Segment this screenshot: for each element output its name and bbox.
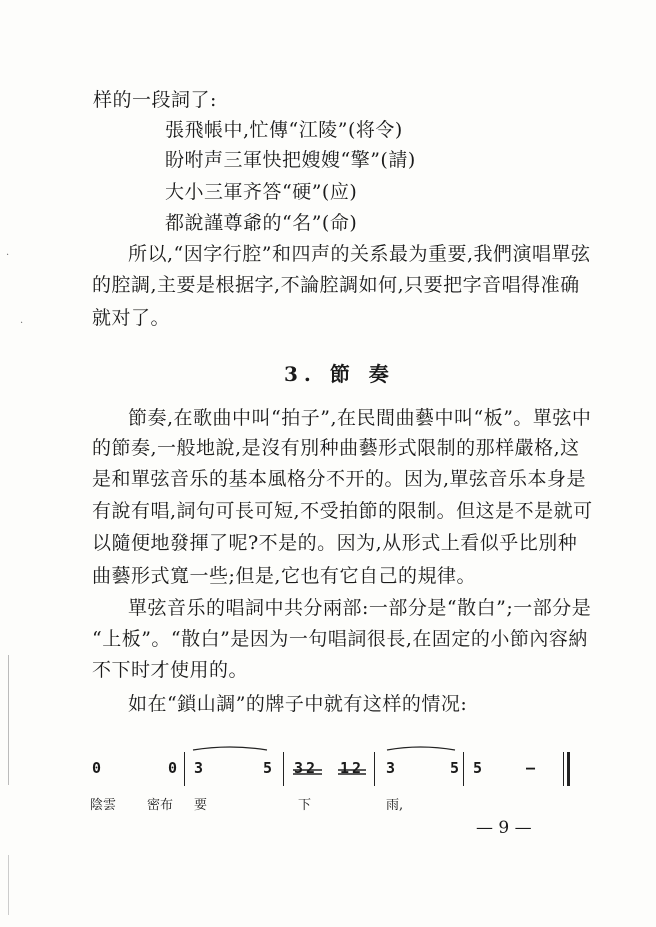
score-note: 32: [294, 759, 319, 777]
score-note: 12: [340, 759, 365, 777]
page-number: — 9 —: [476, 818, 532, 838]
bar-line: [283, 752, 284, 786]
section-heading: 3. 節 奏: [284, 362, 395, 386]
score-note: 5: [263, 759, 273, 777]
verse-line: 盼咐声三軍快把嫂嫂“擎”(請): [165, 149, 416, 171]
paragraph-line: 所以,“因字行腔”和四声的关系最为重要,我們演唱單弦: [128, 243, 591, 265]
score-note: —: [526, 759, 536, 777]
verse-line: 張飛帳中,忙傳“江陵”(将令): [165, 119, 403, 141]
score-lyric: 要: [194, 798, 208, 813]
paragraph-line: 有說有唱,詞句可長可短,不受拍節的限制。但这是不是就可: [92, 500, 593, 522]
scan-edge-line: [8, 655, 9, 785]
bar-line: [184, 752, 185, 786]
paragraph-line: 以隨便地發揮了呢?不是的。因为,从形式上看似乎比別种: [92, 532, 578, 554]
score-note: 0: [168, 759, 178, 777]
bar-line-end: [567, 752, 570, 786]
bar-line: [463, 752, 464, 786]
score-note: 3: [194, 759, 204, 777]
scan-edge-line: [8, 855, 9, 915]
score-lyric: 雨,: [386, 798, 404, 813]
paragraph-line: “上板”。“散白”是因为一句唱詞很長,在固定的小節內容納: [92, 628, 588, 650]
paragraph-line: 單弦音乐的唱詞中共分兩部:一部分是“散白”;一部分是: [128, 597, 592, 619]
verse-line: 都說謹尊爺的“名”(命): [165, 212, 358, 234]
score-lyric: 下: [298, 798, 312, 813]
paragraph-line: 的腔調,主要是根据字,不論腔調如何,只要把字音唱得准确: [92, 274, 580, 296]
paragraph-line: 就对了。: [92, 307, 171, 329]
score-note: 5: [473, 759, 483, 777]
verse-line: 大小三軍齐答“硬”(应): [165, 181, 358, 203]
bar-line: [374, 752, 375, 786]
score-note: 5: [450, 759, 460, 777]
paragraph-line: 是和單弦音乐的基本風格分不开的。因为,單弦音乐本身是: [92, 468, 587, 490]
scan-speck: ·: [6, 250, 10, 261]
paragraph-line: 不下时才使用的。: [92, 659, 249, 681]
paragraph-line: 的節奏,一般地說,是沒有別种曲藝形式限制的那样嚴格,这: [92, 437, 580, 459]
paragraph-line: 曲藝形式寬一些;但是,它也有它自己的規律。: [92, 565, 476, 587]
scan-speck: ·: [20, 318, 24, 329]
bar-line: [563, 752, 564, 786]
paragraph-line: 節奏,在歌曲中叫“拍子”,在民間曲藝中叫“板”。單弦中: [128, 407, 592, 429]
example-intro: 如在“鎖山調”的牌子中就有这样的情况:: [128, 693, 468, 715]
score-lyric: 陰雲: [90, 798, 117, 813]
intro-line: 样的一段詞了:: [93, 89, 217, 111]
score-note: 0: [92, 759, 102, 777]
score-note: 3: [386, 759, 396, 777]
score-lyric: 密布: [147, 798, 174, 813]
